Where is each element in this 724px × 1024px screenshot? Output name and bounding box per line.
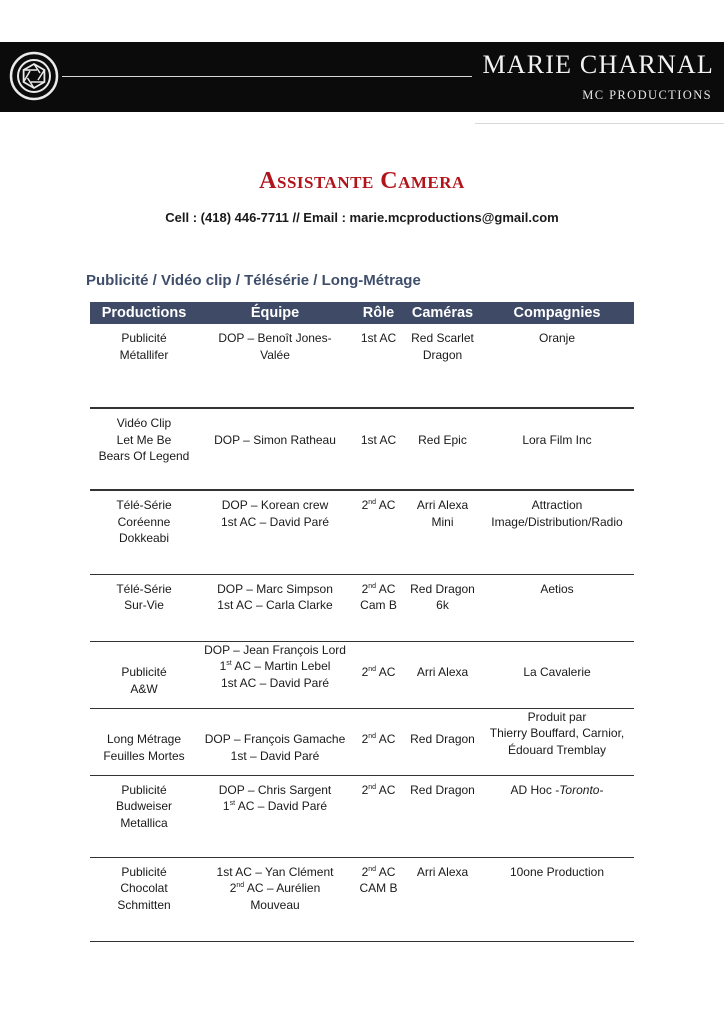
table-cell-role <box>352 324 405 408</box>
cell-text: Sur-Vie <box>124 598 164 612</box>
cell-line <box>407 648 478 665</box>
superscript-text: nd <box>368 783 377 791</box>
cell-text: Télé-Série <box>116 498 172 512</box>
cell-line <box>354 664 403 681</box>
superscript-text: st <box>229 800 236 807</box>
cell-text: 10one Production <box>509 864 605 879</box>
cell-text: 2 <box>361 732 369 746</box>
cell-text: Dokkeabi <box>118 531 170 545</box>
cell-text: Budweiser <box>115 799 173 813</box>
cell-line <box>92 330 196 347</box>
cell-text: 1st AC – Yan Clément <box>216 864 334 879</box>
cell-line <box>200 347 350 364</box>
superscript-text: nd <box>368 499 377 506</box>
cell-text: 1st AC – Carla Clarke <box>217 598 333 612</box>
cell-text: AC – David Paré <box>235 799 328 813</box>
cell-text: Red Dragon <box>410 732 475 746</box>
cell-line <box>92 880 196 897</box>
table-cell-productions <box>90 324 198 408</box>
table-row <box>90 490 634 574</box>
cell-text: Coréenne <box>117 514 171 529</box>
cell-line <box>200 658 350 675</box>
superscript-text: nd <box>236 882 245 889</box>
cell-line <box>407 782 478 799</box>
cell-text: DOP – François Gamache <box>204 732 346 746</box>
cell-text: Oranje <box>538 331 576 345</box>
cell-text: Cam B <box>360 598 397 612</box>
banner-divider-line <box>62 76 472 77</box>
cell-text: Aetios <box>540 581 574 596</box>
cell-text: Valée <box>260 347 290 362</box>
cell-text: Long Métrage <box>106 732 182 746</box>
cell-line <box>482 432 632 449</box>
cell-text: La Cavalerie <box>523 665 591 679</box>
cell-text: Métallifer <box>119 347 169 362</box>
cell-text: DOP – Korean crew <box>221 498 329 512</box>
superscript-text: nd <box>368 865 377 873</box>
table-cell-equipe <box>198 775 352 857</box>
cell-line <box>482 581 632 598</box>
cell-text: Bears Of Legend <box>98 449 190 463</box>
table-cell-role <box>352 574 405 641</box>
cell-line <box>354 415 403 432</box>
cell-text: Chocolat <box>120 881 168 895</box>
cell-line <box>354 432 403 449</box>
table-cell-equipe <box>198 490 352 574</box>
cell-line <box>354 597 403 614</box>
table-cell-cameras <box>405 408 480 490</box>
cell-line <box>92 798 196 815</box>
page-title: Assistante Camera <box>259 168 465 194</box>
cell-line <box>92 664 196 681</box>
table-cell-compagnies <box>480 708 634 775</box>
cell-text: 2 <box>229 881 237 895</box>
banner-underline <box>475 123 724 124</box>
cell-line <box>407 581 478 598</box>
cell-line <box>200 597 350 614</box>
cell-text: AC – Aurélien <box>244 881 321 895</box>
cell-line <box>200 880 350 897</box>
cell-line <box>407 415 478 432</box>
table-row <box>90 857 634 941</box>
cell-text: Metallica <box>120 815 168 830</box>
cell-line <box>200 514 350 531</box>
table-cell-productions <box>90 641 198 708</box>
table-cell-productions <box>90 490 198 574</box>
table-cell-compagnies <box>480 324 634 408</box>
cell-text: AC <box>376 864 396 879</box>
table-row <box>90 408 634 490</box>
table-row <box>90 708 634 775</box>
cell-text: Arri Alexa <box>416 665 469 679</box>
cell-line <box>482 742 632 759</box>
cell-line <box>92 715 196 732</box>
cell-line <box>407 497 478 514</box>
cell-line <box>482 330 632 347</box>
cell-line <box>200 330 350 347</box>
cell-line <box>482 514 632 531</box>
cell-line <box>92 681 196 698</box>
cell-line <box>200 897 350 914</box>
cell-line <box>407 715 478 732</box>
productions-table <box>90 302 634 942</box>
table-cell-equipe <box>198 708 352 775</box>
cell-text: 1st – David Paré <box>230 748 320 763</box>
cell-text: DOP – Benoît Jones- <box>218 331 332 345</box>
brand-name: MARIE CHARNAL <box>482 50 714 79</box>
cell-line <box>92 748 196 765</box>
cell-line <box>407 664 478 681</box>
table-cell-cameras <box>405 708 480 775</box>
table-cell-equipe <box>198 324 352 408</box>
cell-text: Publicité <box>121 782 167 797</box>
cell-line <box>407 514 478 531</box>
cell-line <box>200 864 350 881</box>
cell-text: Lora Film Inc <box>522 432 592 447</box>
cell-line <box>200 782 350 799</box>
cell-line <box>354 880 403 897</box>
cell-line <box>482 782 632 799</box>
table-cell-cameras <box>405 641 480 708</box>
cell-text: Attraction <box>531 498 583 512</box>
cell-text: Red Dragon <box>410 581 475 596</box>
cell-text: Produit par <box>527 709 587 724</box>
cell-line <box>407 597 478 614</box>
cell-line <box>354 648 403 665</box>
cell-line <box>354 330 403 347</box>
table-cell-cameras <box>405 857 480 941</box>
cell-line <box>407 432 478 449</box>
cell-line <box>200 715 350 732</box>
table-cell-compagnies <box>480 775 634 857</box>
table-cell-compagnies <box>480 641 634 708</box>
cell-line <box>354 864 403 881</box>
cell-text: 2 <box>361 782 369 797</box>
table-header-row <box>90 302 634 324</box>
cell-line <box>200 581 350 598</box>
table-cell-productions <box>90 708 198 775</box>
superscript-text: st <box>226 660 232 667</box>
cell-text: Image/Distribution/Radio <box>491 514 623 529</box>
column-header: Rôle <box>352 302 405 324</box>
table-cell-productions <box>90 408 198 490</box>
cell-line <box>200 748 350 765</box>
cell-text: AC <box>376 665 396 679</box>
cell-line <box>92 432 196 449</box>
cell-line <box>482 497 632 514</box>
cell-text: AD Hoc - <box>510 782 560 797</box>
cell-text: Vidéo Clip <box>116 416 172 430</box>
camera-aperture-logo-icon <box>9 51 59 101</box>
cell-text: 1st AC <box>360 331 397 345</box>
cell-line <box>92 731 196 748</box>
cell-text: 1st AC <box>360 432 397 447</box>
cell-line <box>92 782 196 799</box>
cell-line <box>200 497 350 514</box>
contact-info: Cell : (418) 446-7711 // Email : marie.mcproductions@gmail.com <box>165 210 559 225</box>
column-header: Compagnies <box>480 302 634 324</box>
cell-text: 1 <box>222 799 230 813</box>
table-row <box>90 641 634 708</box>
cell-line <box>354 497 403 514</box>
cell-text: 2 <box>361 581 369 596</box>
table-cell-role <box>352 775 405 857</box>
table-cell-productions <box>90 574 198 641</box>
cell-line <box>92 897 196 914</box>
table-cell-productions <box>90 775 198 857</box>
cell-text: Toronto <box>559 782 600 797</box>
table-cell-productions <box>90 857 198 941</box>
superscript-text: nd <box>368 666 377 673</box>
cell-text: - <box>599 782 604 797</box>
cell-text: DOP – Chris Sargent <box>218 782 332 797</box>
cell-text: AC <box>376 498 396 512</box>
cell-line <box>92 448 196 465</box>
cell-text: 2 <box>361 864 369 879</box>
cell-text: Let Me Be <box>116 432 172 447</box>
cell-text: Télé-Série <box>116 581 172 596</box>
cell-text: 2 <box>361 665 369 679</box>
table-cell-cameras <box>405 490 480 574</box>
table-cell-role <box>352 490 405 574</box>
table-cell-role <box>352 857 405 941</box>
cell-line <box>482 725 632 742</box>
cell-line <box>354 731 403 748</box>
table-cell-role <box>352 708 405 775</box>
table-cell-equipe <box>198 857 352 941</box>
cell-line <box>92 864 196 881</box>
cell-text: A&W <box>130 681 158 696</box>
column-header: Productions <box>90 302 198 324</box>
cell-line <box>200 432 350 449</box>
cell-line <box>482 709 632 726</box>
cell-text: Red Epic <box>418 432 467 447</box>
table-row <box>90 775 634 857</box>
table-cell-cameras <box>405 775 480 857</box>
cell-line <box>92 597 196 614</box>
cell-line <box>200 731 350 748</box>
table-cell-equipe <box>198 408 352 490</box>
cell-line <box>200 415 350 432</box>
cell-text: 1st AC – David Paré <box>220 514 330 529</box>
cell-text: 1st AC – David Paré <box>220 675 330 690</box>
table-row <box>90 574 634 641</box>
cell-line <box>92 514 196 531</box>
cell-line <box>92 415 196 432</box>
brand-subtitle: MC PRODUCTIONS <box>582 88 712 102</box>
cell-text: Publicité <box>121 665 167 679</box>
cell-line <box>200 798 350 815</box>
table-cell-cameras <box>405 574 480 641</box>
table-cell-compagnies <box>480 574 634 641</box>
cell-text: AC – Martin Lebel <box>231 659 331 673</box>
cell-text: Édouard Tremblay <box>507 742 607 757</box>
table-cell-compagnies <box>480 857 634 941</box>
cell-line <box>200 675 350 692</box>
cell-text: CAM B <box>359 881 398 895</box>
cell-text: Schmitten <box>117 897 171 912</box>
table-cell-compagnies <box>480 490 634 574</box>
header-banner <box>0 42 724 112</box>
cell-line <box>92 581 196 598</box>
cell-line <box>407 330 478 347</box>
cell-text: DOP – Jean François Lord <box>204 642 346 657</box>
cell-line <box>407 731 478 748</box>
cell-text: Publicité <box>121 864 167 879</box>
cell-text: 2 <box>361 498 369 512</box>
superscript-text: nd <box>368 582 377 590</box>
cell-line <box>407 347 478 364</box>
cell-line <box>354 581 403 598</box>
section-title: Publicité / Vidéo clip / Télésérie / Long-Métrage <box>86 272 421 289</box>
table-cell-role <box>352 408 405 490</box>
cell-line <box>482 648 632 665</box>
cell-text: Mouveau <box>250 897 300 912</box>
table-cell-equipe <box>198 641 352 708</box>
cell-line <box>482 664 632 681</box>
cell-text: AC <box>376 581 396 596</box>
superscript-text: nd <box>368 733 377 740</box>
table-cell-cameras <box>405 324 480 408</box>
table-cell-compagnies <box>480 408 634 490</box>
cell-text: Red Dragon <box>410 782 475 797</box>
cell-text: Dragon <box>422 347 463 362</box>
cell-text: Red Scarlet <box>411 331 474 345</box>
cell-text: Thierry Bouffard, Carnior, <box>489 726 625 740</box>
cell-line <box>92 815 196 832</box>
cell-line <box>92 497 196 514</box>
cell-text: 6k <box>436 598 449 612</box>
column-header: Caméras <box>405 302 480 324</box>
cell-line <box>92 347 196 364</box>
cell-line <box>200 642 350 659</box>
cell-line <box>354 782 403 799</box>
cell-text: 1 <box>219 659 227 673</box>
cell-text: Arri Alexa <box>416 498 469 512</box>
cell-text: AC <box>376 732 396 746</box>
cell-line <box>354 715 403 732</box>
cell-line <box>482 864 632 881</box>
cell-line <box>407 864 478 881</box>
cell-text: Feuilles Mortes <box>103 748 185 763</box>
cell-text: Publicité <box>121 331 167 345</box>
cell-text: DOP – Marc Simpson <box>217 581 333 596</box>
table-cell-role <box>352 641 405 708</box>
cell-text: DOP – Simon Ratheau <box>214 432 336 447</box>
table-row <box>90 324 634 408</box>
table-cell-equipe <box>198 574 352 641</box>
cell-line <box>92 530 196 547</box>
cell-line <box>92 648 196 665</box>
cell-line <box>482 415 632 432</box>
cell-text: AC <box>376 782 396 797</box>
cell-text: Mini <box>431 514 454 529</box>
column-header: Équipe <box>198 302 352 324</box>
cell-text: Arri Alexa <box>416 864 469 879</box>
